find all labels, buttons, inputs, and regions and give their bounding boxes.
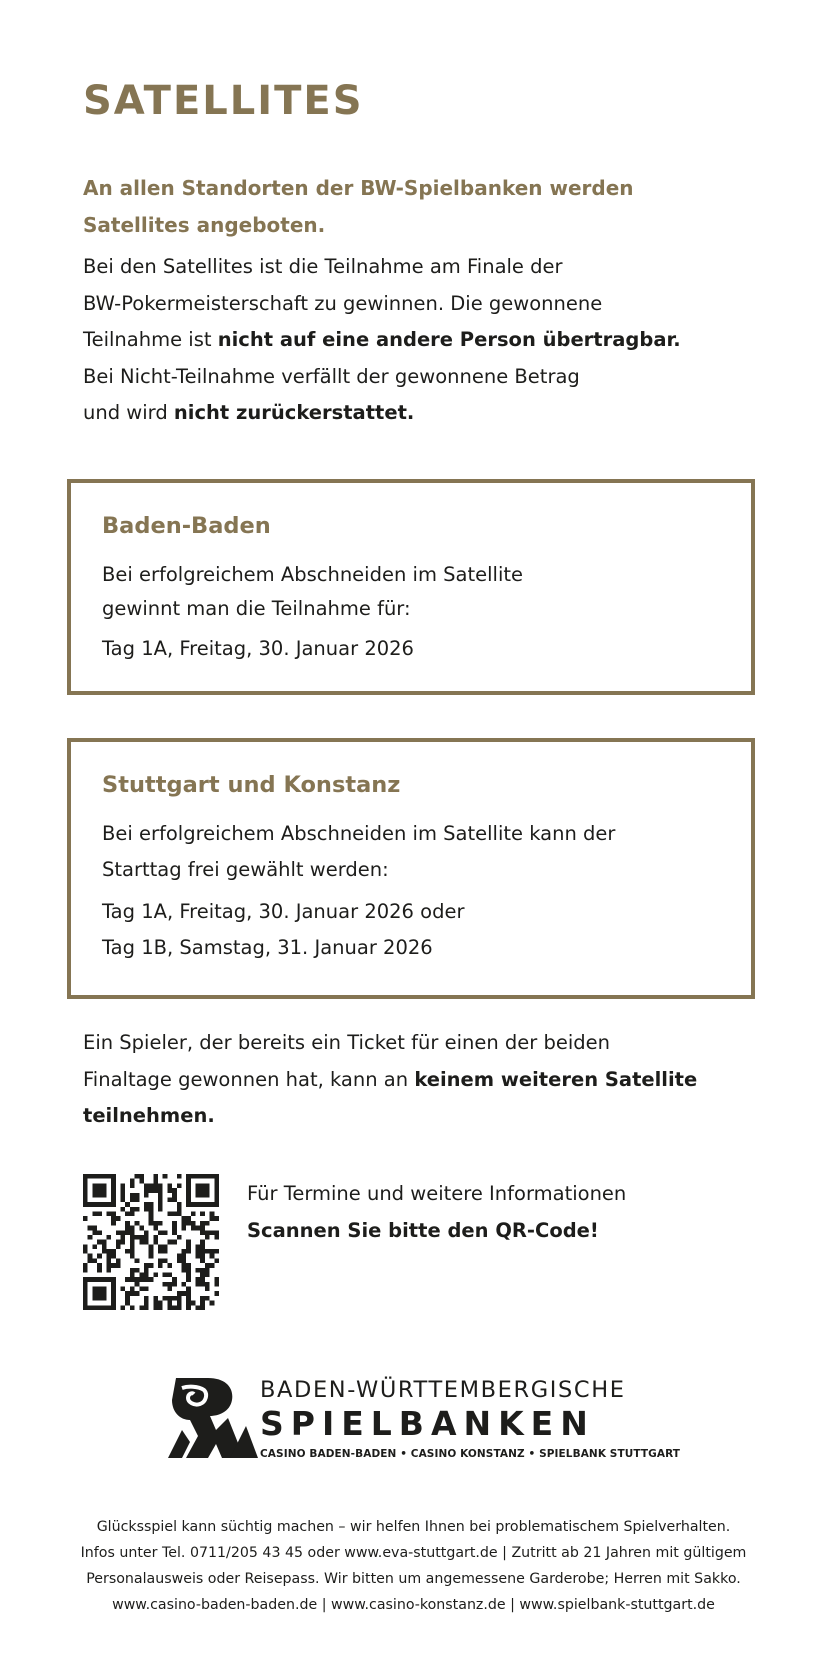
box-title: Baden-Baden (102, 513, 271, 539)
text-line (83, 1062, 763, 1099)
text-line: Bei Nicht-Teilnahme verfällt der gewonnene Betrag (83, 364, 580, 388)
spielbanken-logo-icon (168, 1378, 258, 1460)
emphasis-text: keinem weiteren Satellite (414, 1067, 698, 1091)
emphasis-text: nicht zurückerstattet. (173, 401, 415, 424)
stuttgart-konstanz-box (67, 738, 755, 999)
text-line (83, 322, 763, 359)
box-line: Bei erfolgreichem Abschneiden im Satellite (102, 563, 524, 586)
box-date: Tag 1A, Freitag, 30. Januar 2026 oder (102, 900, 465, 923)
brand-locations: CASINO BADEN-BADEN • CASINO KONSTANZ • SPIELBANK STUTTGART (260, 1448, 681, 1460)
text-fragment: Teilnahme ist (83, 328, 218, 351)
text-line (83, 1098, 763, 1135)
qr-line: Für Termine und weitere Informationen (247, 1182, 627, 1205)
emphasis-text: nicht auf eine andere Person übertragbar. (217, 328, 681, 351)
intro-line: Satellites angeboten. (83, 213, 326, 237)
box-line: gewinnt man die Teilnahme für: (102, 597, 411, 620)
box-date: Tag 1A, Freitag, 30. Januar 2026 (102, 637, 414, 660)
intro-line: An allen Standorten der BW-Spielbanken werden (83, 176, 634, 200)
qr-info (247, 1176, 626, 1249)
footer-line: www.casino-baden-baden.de | www.casino-konstanz.de | www.spielbank-stuttgart.de (112, 1597, 715, 1613)
emphasis-text: teilnehmen. (83, 1104, 215, 1127)
text-line: Ein Spieler, der bereits ein Ticket für einen der beiden (83, 1031, 611, 1054)
footer-line: Personalausweis oder Reisepass. Wir bitten um angemessene Garderobe; Herren mit Sakko. (86, 1571, 741, 1587)
footer-line: Glücksspiel kann süchtig machen – wir helfen Ihnen bei problematischem Spielverhalten. (96, 1519, 731, 1535)
footer-line: Infos unter Tel. 0711/205 43 45 oder www.eva-stuttgart.de | Zutritt ab 21 Jahren mit gültigem (80, 1545, 747, 1561)
footer (0, 1514, 827, 1618)
text-line: Bei den Satellites ist die Teilnahme am Finale der (83, 255, 563, 278)
box-title: Stuttgart und Konstanz (102, 772, 401, 798)
box-line: Bei erfolgreichem Abschneiden im Satellite kann der (102, 822, 616, 845)
intro-text (83, 170, 743, 244)
text-fragment: Finaltage gewonnen hat, kann an (83, 1067, 415, 1091)
qr-cta: Scannen Sie bitte den QR-Code! (247, 1218, 599, 1242)
qr-code-icon[interactable] (83, 1174, 219, 1310)
page-title: SATELLITES (83, 78, 364, 124)
text-line (83, 395, 763, 432)
baden-baden-box (67, 479, 755, 695)
text-fragment: und wird (83, 401, 174, 424)
rules-paragraph (83, 249, 763, 432)
brand-name: SPIELBANKEN (260, 1404, 595, 1443)
brand-line: BADEN-WÜRTTEMBERGISCHE (260, 1377, 626, 1403)
text-line: BW-Pokermeisterschaft zu gewinnen. Die gewonnene (83, 291, 603, 315)
box-line: Starttag frei gewählt werden: (102, 858, 389, 881)
box-date: Tag 1B, Samstag, 31. Januar 2026 (102, 936, 433, 959)
ticket-paragraph (83, 1025, 763, 1135)
